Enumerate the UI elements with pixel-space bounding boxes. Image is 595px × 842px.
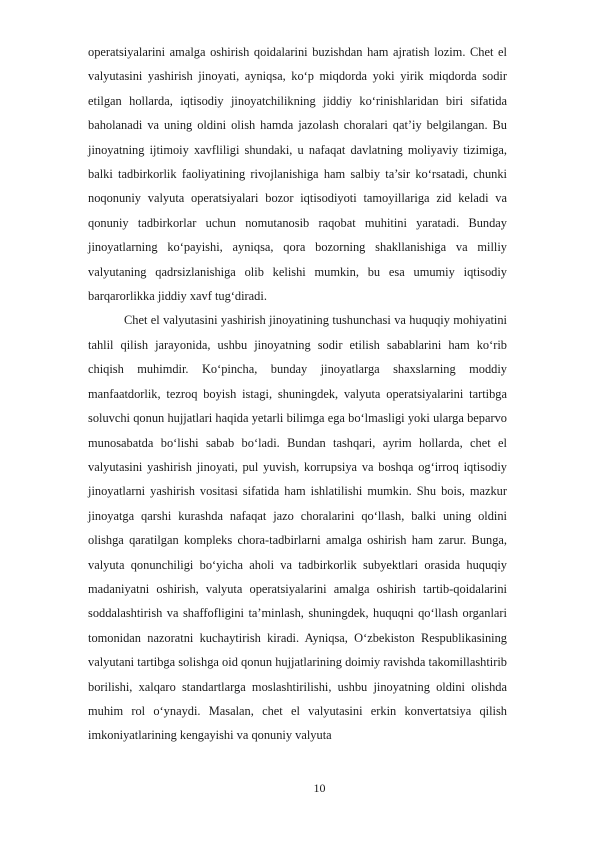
page-number [0, 781, 595, 796]
paragraph-1: operatsiyalarini amalga oshirish qoidalarini buzishdan ham ajratish lozim. Chet el valyutasini yashirish jinoyati, ayniqsa, ko‘p miqdorda yoki yirik miqdorda sodir etilgan hollarda, iqtisodiy jinoyatchilikning jiddiy ko‘rinishlaridan biri sifatida baholanadi va uning oldini olish hamda jazolash choralari qat’iy belgilangan. Bu jinoyatning ijtimoiy xavfliligi shundaki, u nafaqat davlatning moliyaviy tizimiga, balki tadbirkorlik faoliyatining rivojlanishiga ham salbiy ta’sir ko‘rsatadi, chunki noqonuniy valyuta operatsiyalari bozor iqtisodiyoti tamoyillariga zid keladi va qonuniy tadbirkorlar uchun nomutanosib raqobat muhitini yaratadi. Bunday jinoyatlarning ko‘payishi, ayniqsa, qora bozorning shakllanishiga va milliy valyutaning qadrsizlanishiga olib kelishi mumkin, bu esa umumiy iqtisodiy barqarorlikka jiddiy xavf tug‘diradi. [88, 45, 507, 304]
page-number-label: 10 [313, 781, 326, 795]
body-text [88, 40, 507, 748]
paragraph-2: Chet el valyutasini yashirish jinoyatining tushunchasi va huquqiy mohiyatini tahlil qilish jarayonida, ushbu jinoyatning sodir etilish sabablarini ham ko‘rib chiqish muhimdir. Ko‘pincha, bunday jinoyatlarga shaxslarning moddiy manfaatdorlik, tezroq boyish istagi, shuningdek, valyuta operatsiyalarini tartibga soluvchi qonun hujjatlari haqida yetarli bilimga ega bo‘lmasligi yoki ularga beparvo munosabatda bo‘lishi sabab bo‘ladi. Bundan tashqari, ayrim hollarda, chet el valyutasini yashirish jinoyati, pul yuvish, korrupsiya va boshqa og‘irroq iqtisodiy jinoyatlarni yashirish vositasi sifatida ham ishlatilishi mumkin. Shu bois, mazkur jinoyatga qarshi kurashda nafaqat jazo choralarini qo‘llash, balki uning oldini olishga qaratilgan kompleks chora-tadbirlarni amalga oshirish ham zarur. Bunga, valyuta qonunchiligi bo‘yicha aholi va tadbirkorlik subyektlari orasida huquqiy madaniyatni oshirish, valyuta operatsiyalarini amalga oshirish tartib-qoidalarini soddalashtirish va shaffofligini ta’minlash, shuningdek, huquqni qo‘llash organlari tomonidan nazoratni kuchaytirish kiradi. Ayniqsa, O‘zbekiston Respublikasining valyutani tartibga solishga oid qonun hujjatlarining doimiy ravishda takomillashtirib borilishi, xalqaro standartlarga moslashtirilishi, ushbu jinoyatning oldini olishda muhim rol o‘ynaydi. Masalan, chet el valyutasini erkin konvertatsiya qilish imkoniyatlarining kengayishi va qonuniy valyuta [88, 313, 507, 743]
